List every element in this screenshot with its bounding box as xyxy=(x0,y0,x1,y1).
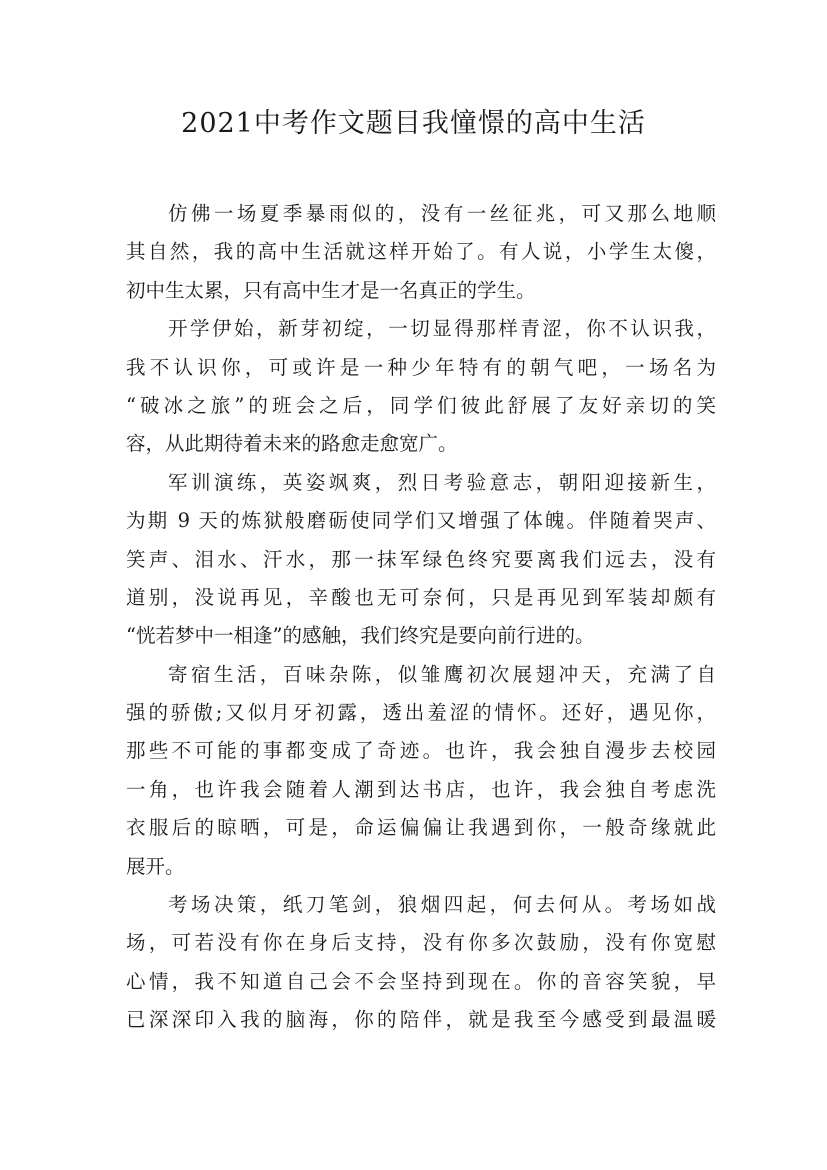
text-line: 展开。 xyxy=(126,854,185,878)
text-line: 强的骄傲;又似月牙初露，透出羞涩的情怀。还好，遇见你， xyxy=(126,701,716,725)
text-line: 衣服后的晾晒，可是，命运偏偏让我遇到你，一般奇缘就此 xyxy=(126,816,716,840)
text-line: 为期 9 天的炼狱般磨砺使同学们又增强了体魄。伴随着哭声、 xyxy=(126,509,716,533)
text-line: 军训演练，英姿飒爽，烈日考验意志，朝阳迎接新生， xyxy=(168,470,716,494)
text-line: 心情，我不知道自己会不会坚持到现在。你的音容笑貌，早 xyxy=(126,969,716,993)
text-line: 考场决策，纸刀笔剑，狼烟四起，何去何从。考场如战 xyxy=(168,893,716,917)
paragraph-5 xyxy=(126,886,716,1040)
text-line: 一角，也许我会随着人潮到达书店，也许，我会独自考虑洗 xyxy=(126,777,716,801)
text-line: 笑声、泪水、汗水，那一抹军绿色终究要离我们远去，没有 xyxy=(126,547,716,571)
text-line: 已深深印入我的脑海，你的陪伴，就是我至今感受到最温暖 xyxy=(126,1008,716,1032)
text-line: 寄宿生活，百味杂陈，似雏鹰初次展翅冲天，充满了自 xyxy=(168,662,716,686)
essay-body xyxy=(126,195,716,1040)
text-line: 场，可若没有你在身后支持，没有你多次鼓励，没有你宽慰 xyxy=(126,931,716,955)
text-line: 容，从此期待着未来的路愈走愈宽广。 xyxy=(126,432,458,456)
text-line: 初中生太累，只有高中生才是一名真正的学生。 xyxy=(126,278,536,302)
document-title: 2021中考作文题目我憧憬的高中生活 xyxy=(181,108,646,139)
text-line: “破冰之旅”的班会之后，同学们彼此舒展了友好亲切的笑 xyxy=(126,393,716,417)
paragraph-3 xyxy=(126,464,716,656)
paragraph-1 xyxy=(126,195,716,310)
text-line: “恍若梦中一相逢”的感触，我们终究是要向前行进的。 xyxy=(126,624,595,648)
text-line: 开学伊始，新芽初绽，一切显得那样青涩，你不认识我， xyxy=(168,317,716,341)
text-line: 我不认识你，可或许是一种少年特有的朝气吧，一场名为 xyxy=(126,355,716,379)
text-line: 道别，没说再见，辛酸也无可奈何，只是再见到军装却颇有 xyxy=(126,585,716,609)
text-line: 其自然，我的高中生活就这样开始了。有人说，小学生太傻， xyxy=(126,240,716,264)
text-line: 那些不可能的事都变成了奇迹。也许，我会独自漫步去校园 xyxy=(126,739,716,763)
paragraph-4 xyxy=(126,656,716,886)
paragraph-2 xyxy=(126,310,716,464)
text-line: 仿佛一场夏季暴雨似的，没有一丝征兆，可又那么地顺 xyxy=(168,202,716,225)
